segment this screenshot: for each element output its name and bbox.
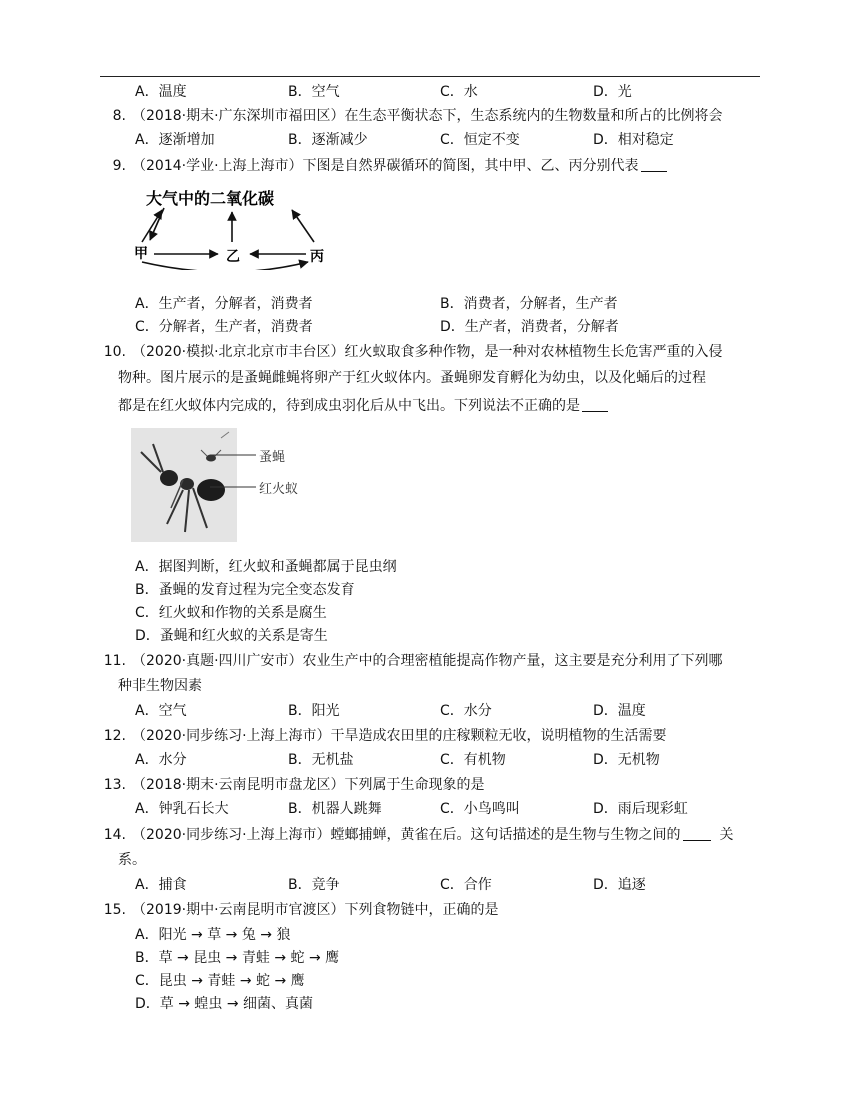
- q11-text-line1: （2020·真题·四川广安市）农业生产中的合理密植能提高作物产量，这主要是充分利用了下列哪: [132, 653, 723, 669]
- q10-option-c[interactable]: C．红火蚁和作物的关系是腐生: [135, 605, 327, 621]
- q13-option-c[interactable]: C．小鸟鸣叫: [440, 801, 520, 817]
- q13-number: 13.: [103, 777, 126, 793]
- q14-option-a[interactable]: A．捕食: [135, 877, 187, 893]
- q15-question-text: （2019·期中·云南昆明市官渡区）下列食物链中，正确的是: [132, 902, 499, 918]
- node-bing-label: 丙: [310, 249, 324, 265]
- q9-option-d[interactable]: D．生产者，消费者，分解者: [440, 319, 619, 335]
- q11-option-d[interactable]: D．温度: [593, 703, 646, 719]
- q13-option-d[interactable]: D．雨后现彩虹: [593, 801, 688, 817]
- q8-option-a[interactable]: A．逐渐增加: [135, 132, 215, 148]
- q14-option-c[interactable]: C．合作: [440, 877, 492, 893]
- q7-option-c[interactable]: C．水: [440, 84, 478, 100]
- q15-number: 15.: [103, 902, 126, 918]
- node-jia-label: 甲: [134, 246, 148, 262]
- q9-question-text: [132, 156, 667, 176]
- q9-answer-blank[interactable]: [641, 157, 667, 172]
- q10-text-line2: 物种。图片展示的是蚤蝇雌蝇将卵产于红火蚁体内。蚤蝇卵发育孵化为幼虫，以及化蛹后的过程: [118, 370, 706, 386]
- q11-number: 11.: [103, 653, 126, 669]
- q14-option-b[interactable]: B．竞争: [288, 877, 340, 893]
- q14-text-tail: 关: [719, 827, 734, 843]
- q14-option-d[interactable]: D．追逐: [593, 877, 646, 893]
- q10-option-a[interactable]: A．据图判断，红火蚁和蚤蝇都属于昆虫纲: [135, 559, 397, 575]
- q13-question-text: （2018·期末·云南昆明市盘龙区）下列属于生命现象的是: [132, 777, 485, 793]
- q10-option-b[interactable]: B．蚤蝇的发育过程为完全变态发育: [135, 582, 355, 598]
- q13-option-a[interactable]: A．钟乳石长大: [135, 801, 229, 817]
- fire-ant-label: 红火蚁: [259, 482, 299, 497]
- q12-number: 12.: [103, 728, 126, 744]
- q9-option-a[interactable]: A．生产者，分解者，消费者: [135, 296, 313, 312]
- q15-option-a[interactable]: A．阳光 → 草 → 兔 → 狼: [135, 927, 291, 943]
- q12-option-c[interactable]: C．有机物: [440, 752, 506, 768]
- q10-text-line3-container: [118, 396, 608, 416]
- header-rule: [100, 76, 760, 77]
- q7-option-b[interactable]: B．空气: [288, 84, 340, 100]
- q14-number: 14.: [103, 827, 126, 843]
- q12-option-a[interactable]: A．水分: [135, 752, 187, 768]
- q9-question-body: （2014·学业·上海上海市）下图是自然界碳循环的简图，其中甲、乙、丙分别代表: [132, 158, 639, 174]
- q14-text-line1: [132, 825, 733, 845]
- q12-option-b[interactable]: B．无机盐: [288, 752, 354, 768]
- q9-option-b[interactable]: B．消费者，分解者，生产者: [440, 296, 618, 312]
- q15-option-d[interactable]: D．草 → 蝗虫 → 细菌、真菌: [135, 996, 314, 1012]
- q11-text-line2: 种非生物因素: [118, 678, 202, 694]
- q12-option-d[interactable]: D．无机物: [593, 752, 660, 768]
- q7-option-a[interactable]: A．温度: [135, 84, 187, 100]
- q11-option-c[interactable]: C．水分: [440, 703, 492, 719]
- q8-question-text: （2018·期末·广东深圳市福田区）在生态平衡状态下，生态系统内的生物数量和所占的比例将会: [132, 108, 723, 124]
- arrow-jia-to-bing: [142, 262, 308, 270]
- q15-option-b[interactable]: B．草 → 昆虫 → 青蛙 → 蛇 → 鹰: [135, 950, 340, 966]
- q11-option-b[interactable]: B．阳光: [288, 703, 340, 719]
- q9-number: 9.: [112, 158, 126, 174]
- q8-option-b[interactable]: B．逐渐减少: [288, 132, 368, 148]
- node-yi-label: 乙: [226, 249, 240, 265]
- q8-number: 8.: [112, 108, 126, 124]
- q8-option-c[interactable]: C．恒定不变: [440, 132, 520, 148]
- q7-option-d[interactable]: D．光: [593, 84, 632, 100]
- q12-question-text: （2020·同步练习·上海上海市）干旱造成农田里的庄稼颗粒无收，说明植物的生活需要: [132, 728, 667, 744]
- q10-number: 10.: [103, 344, 126, 360]
- q14-text-body: （2020·同步练习·上海上海市）螳螂捕蝉，黄雀在后。这句话描述的是生物与生物之间的: [132, 827, 681, 843]
- q10-option-d[interactable]: D．蚤蝇和红火蚁的关系是寄生: [135, 628, 328, 644]
- fly-label: 蚤蝇: [259, 450, 286, 465]
- q10-text-line1: （2020·模拟·北京北京市丰台区）红火蚁取食多种作物，是一种对农林植物生长危害严重的入侵: [132, 344, 723, 360]
- arrow-co2-to-jia: [150, 208, 164, 240]
- arrow-bing-to-co2: [292, 210, 314, 242]
- q14-text-line2: 系。: [118, 852, 146, 868]
- q13-option-b[interactable]: B．机器人跳舞: [288, 801, 382, 817]
- carbon-cycle-diagram: [128, 182, 343, 270]
- q10-text-line3: 都是在红火蚁体内完成的，待到成虫羽化后从中飞出。下列说法不正确的是: [118, 398, 580, 414]
- q15-option-c[interactable]: C．昆虫 → 青蛙 → 蛇 → 鹰: [135, 973, 305, 989]
- q10-answer-blank[interactable]: [582, 397, 608, 412]
- q9-option-c[interactable]: C．分解者，生产者，消费者: [135, 319, 313, 335]
- q14-answer-blank[interactable]: [683, 826, 711, 841]
- q8-option-d[interactable]: D．相对稳定: [593, 132, 674, 148]
- atmosphere-co2-label: 大气中的二氧化碳: [146, 189, 275, 208]
- q11-option-a[interactable]: A．空气: [135, 703, 187, 719]
